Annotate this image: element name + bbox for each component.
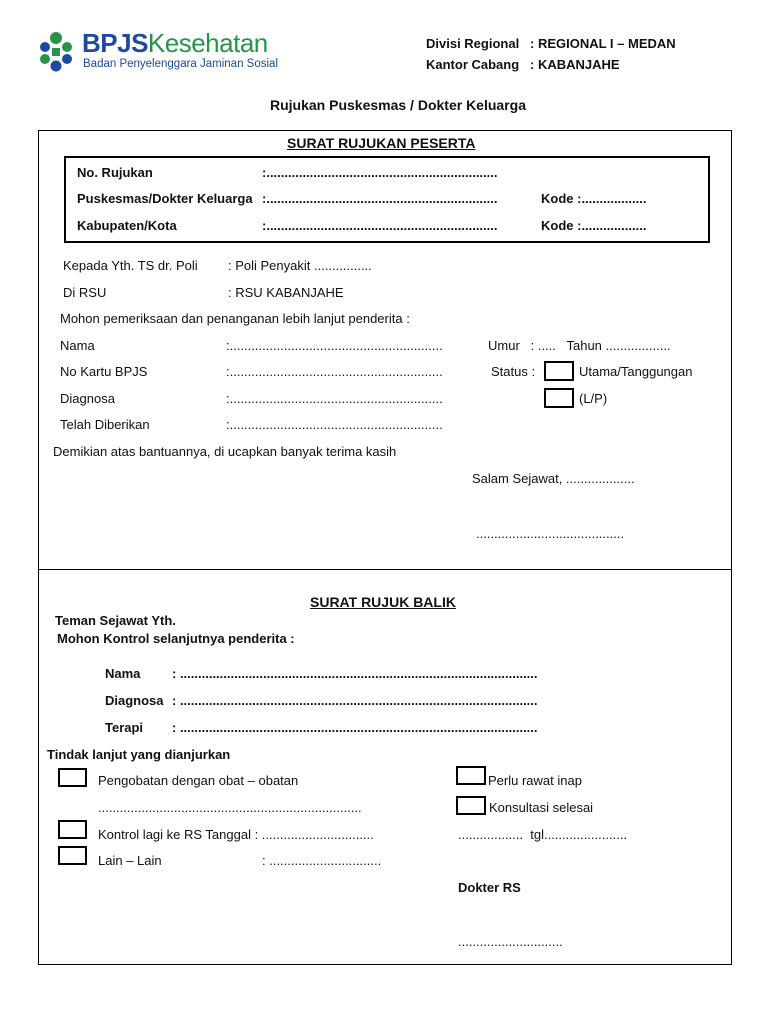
- di-rsu-value: : RSU KABANJAHE: [228, 285, 344, 300]
- kabupaten-field[interactable]: :................................................................: [262, 218, 498, 233]
- brand-subtitle: Badan Penyelenggara Jaminan Sosial: [83, 58, 278, 70]
- balik-terapi-field[interactable]: : ...................................................................................................: [172, 720, 538, 735]
- kepada-field[interactable]: : Poli Penyakit ................: [228, 258, 372, 273]
- dokter-rs-label: Dokter RS: [458, 880, 521, 895]
- rawat-inap-label: Perlu rawat inap: [488, 773, 582, 788]
- bpjs-emblem-icon: [38, 30, 74, 72]
- document-title: Rujukan Puskesmas / Dokter Keluarga: [270, 97, 526, 113]
- lain-checkbox[interactable]: [58, 846, 87, 865]
- kantor-label: Kantor Cabang: [426, 57, 520, 72]
- di-rsu-label: Di RSU: [63, 285, 107, 300]
- mohon-kontrol-text: Mohon Kontrol selanjutnya penderita :: [57, 631, 295, 646]
- balik-nama-label: Nama: [105, 666, 141, 681]
- no-rujukan-label: No. Rujukan: [77, 165, 153, 180]
- nama-label: Nama: [60, 338, 95, 353]
- konsultasi-label: Konsultasi selesai: [489, 800, 594, 815]
- tgl-field[interactable]: .................. tgl.......................: [458, 827, 628, 842]
- kontrol-checkbox[interactable]: [58, 820, 87, 839]
- gender-checkbox[interactable]: [544, 388, 574, 408]
- kontrol-field[interactable]: Kontrol lagi ke RS Tanggal : ...............................: [98, 827, 374, 842]
- rujuk-balik-title: SURAT RUJUK BALIK: [310, 594, 456, 610]
- kartu-field[interactable]: :...........................................................: [226, 364, 443, 379]
- teman-text: Teman Sejawat Yth.: [55, 613, 176, 628]
- salam-field[interactable]: Salam Sejawat, ...................: [472, 471, 635, 486]
- bpjs-logo: [38, 28, 278, 76]
- lain-label: Lain – Lain: [98, 853, 162, 868]
- kartu-label: No Kartu BPJS: [60, 364, 148, 379]
- kantor-value: : KABANJAHE: [530, 57, 620, 72]
- konsultasi-checkbox[interactable]: [456, 796, 486, 815]
- section-divider: [38, 569, 732, 570]
- kode-kabupaten-field[interactable]: Kode :..................: [541, 218, 647, 233]
- lain-field[interactable]: : ...............................: [262, 853, 382, 868]
- gender-option-label: (L/P): [579, 391, 608, 406]
- puskesmas-label: Puskesmas/Dokter Keluarga: [77, 191, 253, 206]
- divisi-value: : REGIONAL I – MEDAN: [530, 36, 676, 51]
- diagnosa-field[interactable]: :...........................................................: [226, 391, 443, 406]
- diagnosa-label: Diagnosa: [60, 391, 115, 406]
- signature-line[interactable]: .........................................: [476, 526, 625, 541]
- rawat-inap-checkbox[interactable]: [456, 766, 486, 785]
- tindak-lanjut-heading: Tindak lanjut yang dianjurkan: [47, 747, 231, 762]
- pengobatan-checkbox[interactable]: [58, 768, 87, 787]
- kode-puskesmas-field[interactable]: Kode :..................: [541, 191, 647, 206]
- status-checkbox[interactable]: [544, 361, 574, 381]
- brand-name: BPJSKesehatan: [82, 28, 268, 58]
- balik-diagnosa-field[interactable]: : ...................................................................................................: [172, 693, 538, 708]
- divisi-label: Divisi Regional: [426, 36, 520, 51]
- nama-field[interactable]: :...........................................................: [226, 338, 443, 353]
- mohon-text: Mohon pemeriksaan dan penanganan lebih lanjut penderita :: [60, 311, 410, 326]
- dokter-signature-line[interactable]: .............................: [458, 934, 563, 949]
- balik-terapi-label: Terapi: [105, 720, 144, 735]
- no-rujukan-field[interactable]: :................................................................: [262, 165, 498, 180]
- pengobatan-line[interactable]: .........................................................................: [98, 800, 362, 815]
- umur-field[interactable]: Umur : ..... Tahun ..................: [488, 338, 671, 353]
- diberikan-label: Telah Diberikan: [60, 417, 150, 432]
- balik-diagnosa-label: Diagnosa: [105, 693, 164, 708]
- balik-nama-field[interactable]: : ...................................................................................................: [172, 666, 538, 681]
- status-label: Status :: [491, 364, 536, 379]
- kepada-label: Kepada Yth. TS dr. Poli: [63, 258, 198, 273]
- status-option-label: Utama/Tanggungan: [579, 364, 693, 379]
- diberikan-field[interactable]: :...........................................................: [226, 417, 443, 432]
- pengobatan-label: Pengobatan dengan obat – obatan: [98, 773, 299, 788]
- closing-text: Demikian atas bantuannya, di ucapkan banyak terima kasih: [53, 444, 397, 459]
- rujukan-title: SURAT RUJUKAN PESERTA: [287, 135, 476, 151]
- kabupaten-label: Kabupaten/Kota: [77, 218, 177, 233]
- puskesmas-field[interactable]: :................................................................: [262, 191, 498, 206]
